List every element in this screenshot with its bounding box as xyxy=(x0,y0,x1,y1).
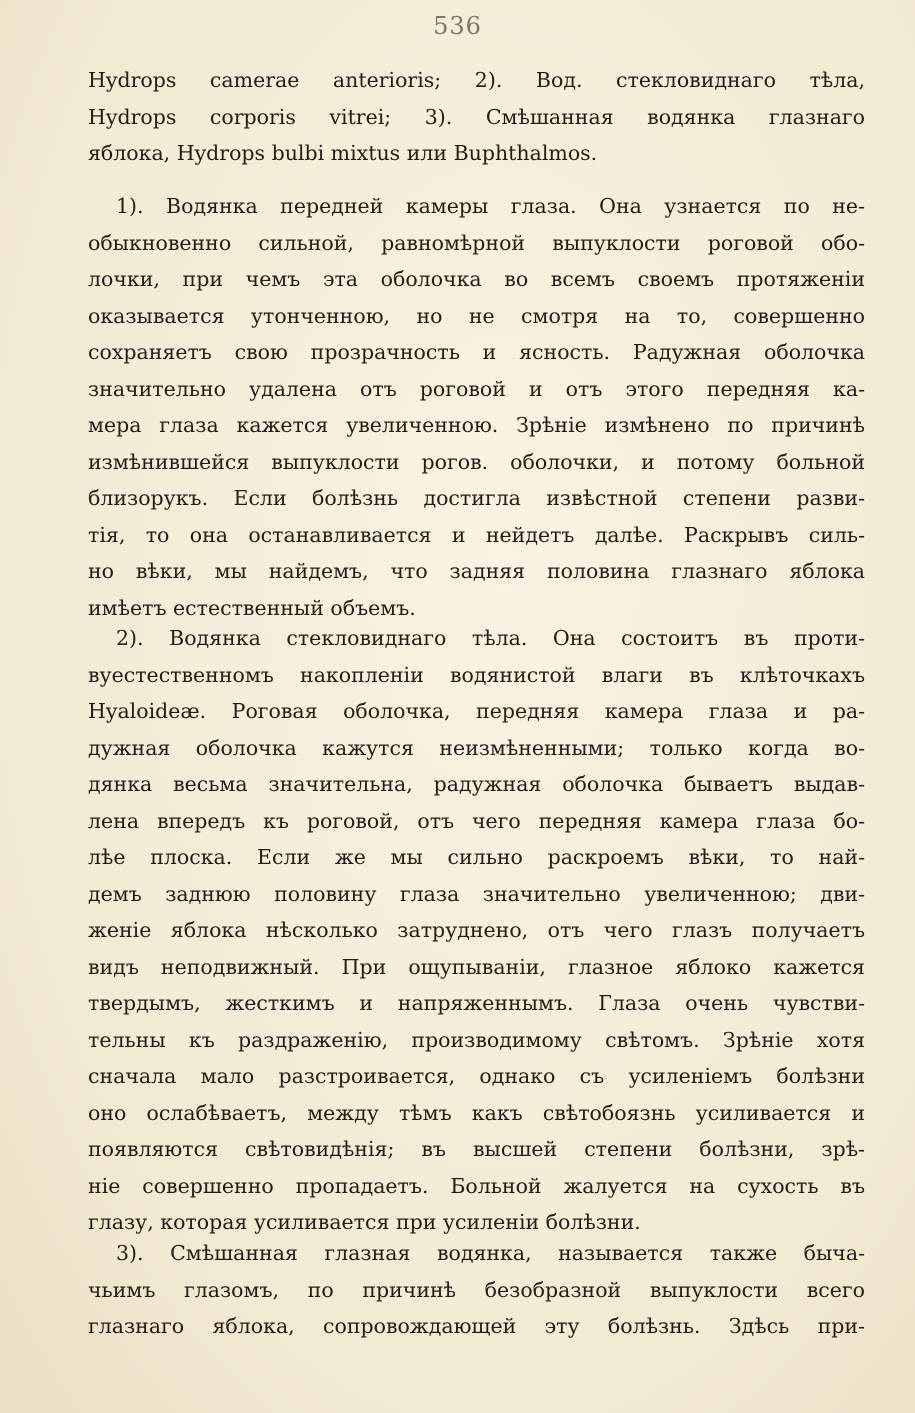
text-line: сохраняетъ свою прозрачность и ясность. Радужная оболочка xyxy=(88,340,865,364)
text-line: глазнаго яблока, сопровождающей эту болѣзнь. Здѣсь при- xyxy=(88,1314,865,1338)
text-line: Hyaloideæ. Роговая оболочка, передняя камера глаза и ра- xyxy=(88,699,865,723)
text-line: сначала мало разстроивается, однако съ усиленіемъ болѣзни xyxy=(88,1064,865,1088)
text-line: оно ослабѣваетъ, между тѣмъ какъ свѣтобоязнь усиливается и xyxy=(88,1100,865,1125)
page-number: 536 xyxy=(433,12,482,40)
paragraph-anterior-chamber xyxy=(88,188,865,626)
text-line: тельны къ раздраженію, производимому свѣтомъ. Зрѣніе хотя xyxy=(88,1027,865,1052)
text-line: но вѣки, мы найдемъ, что задняя половина глазнаго яблока xyxy=(88,559,865,583)
paragraph-intro xyxy=(88,62,865,172)
text-line: 2). Водянка стекловиднаго тѣла. Она состоитъ въ проти- xyxy=(116,626,865,650)
text-line: 3). Смѣшанная глазная водянка, называется также бычa- xyxy=(116,1241,865,1265)
text-line: лѣе плоска. Если же мы сильно раскроемъ вѣки, то най- xyxy=(88,845,865,869)
text-line: значительно удалена отъ роговой и отъ этого передняя ка- xyxy=(88,376,865,401)
text-line: Hydrops camerae anterioris; 2). Вод. стекловиднаго тѣла, xyxy=(88,68,865,92)
paragraph-mixed-hydrops xyxy=(88,1235,865,1345)
text-line: демъ заднюю половину глаза значительно увеличенною; дви- xyxy=(88,881,865,906)
text-line: видъ неподвижный. При ощупываніи, глазное яблоко кажется xyxy=(88,954,865,979)
text-line: дужная оболочка кажутся неизмѣненными; только когда во- xyxy=(88,735,865,760)
text-line: чьимъ глазомъ, по причинѣ безобразной выпуклости всего xyxy=(88,1277,865,1302)
text-line: яблока, Hydrops bulbi mixtus или Buphthalmos. xyxy=(88,141,598,165)
text-line: глазу, которая усиливается при усиленіи болѣзни. xyxy=(88,1210,641,1234)
text-line: Hydrops corporis vitrei; 3). Смѣшанная водянка глазнаго xyxy=(88,104,865,129)
text-line: женіе яблока нѣсколько затруднено, отъ чего глазъ получаетъ xyxy=(88,918,865,942)
text-line: появляются свѣтовидѣнія; въ высшей степени болѣзни, зрѣ- xyxy=(88,1137,865,1161)
text-line: 1). Водянка передней камеры глаза. Она узнается по не- xyxy=(116,194,865,218)
text-line: ніе совершенно пропадаетъ. Больной жалуется на сухость въ xyxy=(88,1173,865,1198)
text-line: тія, то она останавливается и нейдетъ далѣе. Раскрывъ силь- xyxy=(88,522,865,547)
text-line: близорукъ. Если болѣзнь достигла извѣстной степени разви- xyxy=(88,486,865,510)
text-line: вуестественномъ накопленіи водянистой влаги въ клѣточкахъ xyxy=(88,662,865,687)
paragraph-vitreous-body xyxy=(88,620,865,1241)
text-line: имѣетъ естественный объемъ. xyxy=(88,595,416,620)
text-line: обыкновенно сильной, равномѣрной выпуклости роговой обо- xyxy=(88,230,865,255)
text-line: мера глаза кажется увеличенною. Зрѣніе измѣнено по причинѣ xyxy=(88,413,865,437)
text-line: измѣнившейся выпуклости рогов. оболочки, и потому больной xyxy=(88,449,865,474)
text-line: оказывается утонченною, но не смотря на то, совершенно xyxy=(88,303,865,328)
text-line: лочки, при чемъ эта оболочка во всемъ своемъ протяженіи xyxy=(88,267,865,291)
text-line: лена впередъ къ роговой, отъ чего передняя камера глаза бо- xyxy=(88,808,865,833)
text-line: дянка весьма значительна, радужная оболочка бываетъ выдав- xyxy=(88,772,865,796)
text-line: твердымъ, жесткимъ и напряженнымъ. Глаза очень чувстви- xyxy=(88,991,865,1015)
